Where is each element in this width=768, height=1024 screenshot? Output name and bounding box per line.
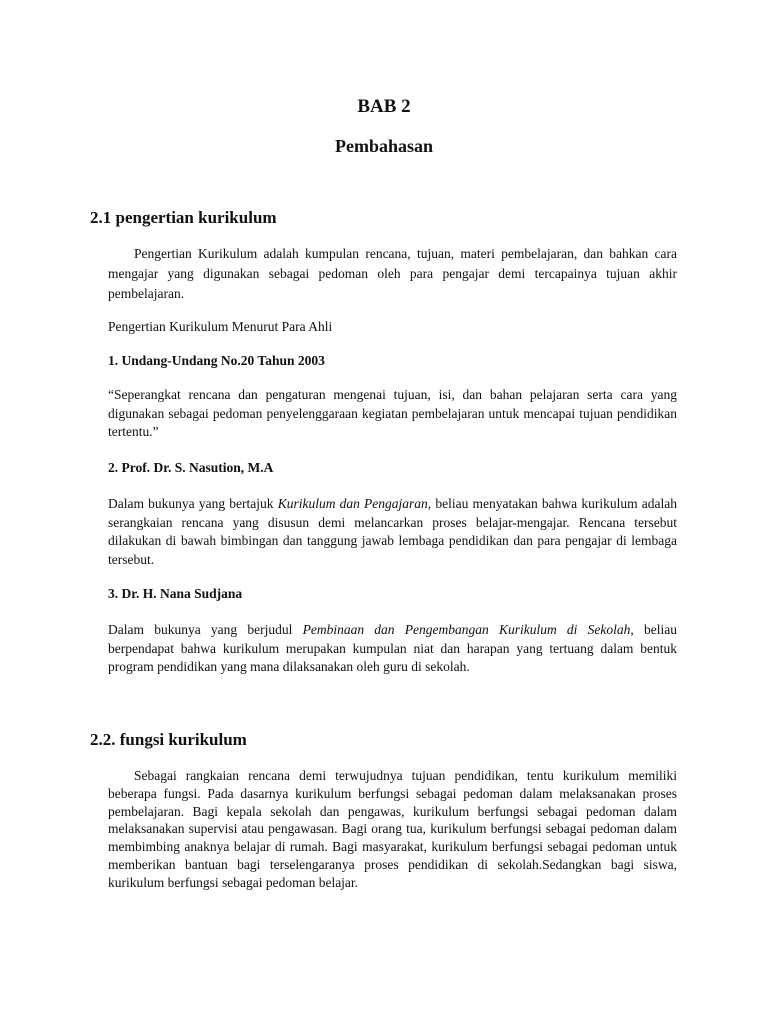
expert-2-book-title: Kurikulum dan Pengajaran [277, 496, 428, 511]
section-1-intro: Pengertian Kurikulum adalah kumpulan rencana, tujuan, materi pembelajaran, dan bahkan cara mengajar yang digunakan sebagai pedoman oleh para pengajar demi tercapainya tujuan akhir pembelajaran. [108, 246, 677, 301]
expert-2-text [108, 495, 677, 569]
expert-3-text-before: Dalam bukunya yang berjudul [108, 622, 303, 637]
section-1-heading: 2.1 pengertian kurikulum [90, 208, 277, 227]
expert-2-text-after: , beliau menyatakan bahwa kurikulum adalah serangkaian rencana yang disusun demi melancarkan proses belajar-mengajar. Rencana tersebut dilakukan di bawah bimbingan dan tanggung jawab lembaga pendidikan dan para pengajar di lembaga tersebut. [108, 496, 677, 567]
expert-3-text [108, 621, 677, 677]
chapter-subtitle: Pembahasan [334, 136, 433, 156]
expert-3-text-after: , beliau berpendapat bahwa kurikulum merupakan kumpulan niat dan harapan yang tertuang dalam bentuk program pendidikan yang mana dilaksanakan oleh guru di sekolah. [108, 622, 677, 674]
section-2-text: Sebagai rangkaian rencana demi terwujudnya tujuan pendidikan, tentu kurikulum memiliki beberapa fungsi. Pada dasarnya kurikulum berfungsi sebagai pedoman dalam melaksanakan proses pembelajaran. Bagi kepala sekolah dan pengawas, kurikulum berfungsi sebagai pedoman dalam melaksanakan supervisi atau pengawasan. Bagi orang tua, kurikulum berfungsi sebagai pedoman dalam membimbing anaknya belajar di rumah. Bagi masyarakat, kurikulum berfungsi sebagai pedoman untuk memberikan bantuan bagi terselengaranya proses pendidikan di sekolah.Sedangkan bagi siswa, kurikulum berfungsi sebagai pedoman belajar. [108, 768, 677, 890]
expert-2-heading: 2. Prof. Dr. S. Nasution, M.A [108, 460, 274, 475]
experts-label: Pengertian Kurikulum Menurut Para Ahli [108, 319, 333, 334]
expert-3-book-title: Pembinaan dan Pengembangan Kurikulum di Sekolah [302, 622, 631, 637]
expert-2-text-before: Dalam bukunya yang bertajuk [108, 496, 278, 511]
expert-3-heading: 3. Dr. H. Nana Sudjana [108, 586, 243, 601]
section-2-heading: 2.2. fungsi kurikulum [90, 730, 247, 749]
expert-1-heading: 1. Undang-Undang No.20 Tahun 2003 [108, 353, 325, 368]
expert-1-text: “Seperangkat rencana dan pengaturan mengenai tujuan, isi, dan bahan pelajaran serta cara yang digunakan sebagai pedoman penyelenggaraan kegiatan pembelajaran untuk mencapai tujuan pendidikan tertentu.” [108, 387, 677, 439]
chapter-title: BAB 2 [357, 96, 411, 117]
